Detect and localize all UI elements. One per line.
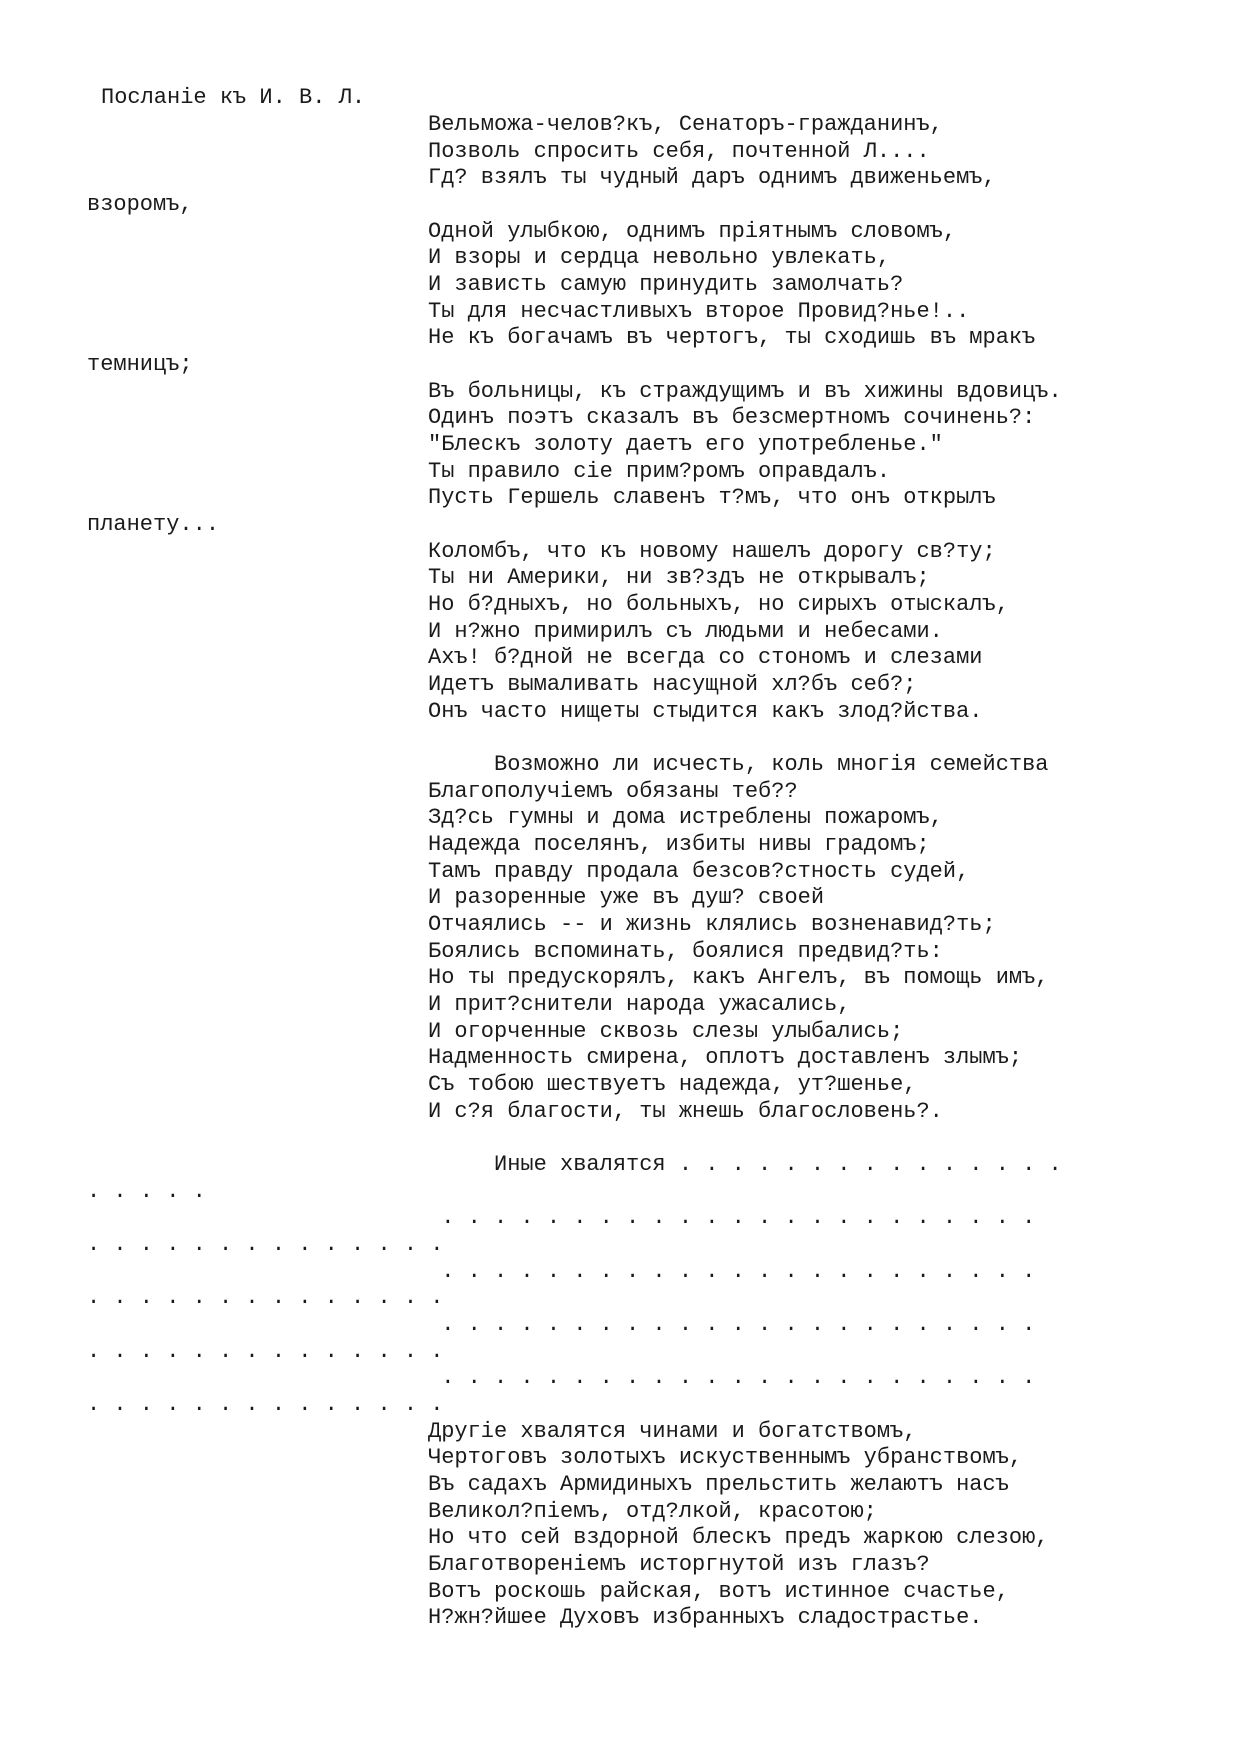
poem-line: Благополучіемъ обязаны теб??: [428, 779, 798, 804]
poem-line: Благотвореніемъ исторгнутой изъ глазъ?: [428, 1552, 930, 1577]
poem-line: И прит?снители народа ужасались,: [428, 992, 851, 1017]
poem-line: Ты для несчастливыхъ второе Провид?нье!..: [428, 299, 970, 324]
poem-line: Зд?сь гумны и дома истреблены пожаромъ,: [428, 805, 943, 830]
poem-line: Съ тобою шествуетъ надежда, ут?шенье,: [428, 1072, 917, 1097]
poem-line: Позволь спросить себя, почтенной Л....: [428, 139, 930, 164]
poem-line: Но ты предускорялъ, какъ Ангелъ, въ помощь имъ,: [428, 965, 1049, 990]
ellipsis-row: . . . . . . . . . . . . . .: [87, 1232, 444, 1257]
poem-line: Вотъ роскошь райская, вотъ истинное счастье,: [428, 1579, 1009, 1604]
poem-line: Н?жн?йшее Духовъ избранныхъ сладострастье.: [428, 1605, 983, 1630]
poem-title: Посланіе къ И. В. Л.: [101, 85, 366, 110]
poem-line: Гд? взялъ ты чудный даръ однимъ движеньемъ,: [428, 165, 996, 190]
poem-line: Не къ богачамъ въ чертогъ, ты сходишь въ мракъ: [428, 325, 1036, 350]
poem-line: Коломбъ, что къ новому нашелъ дорогу св?ту;: [428, 539, 996, 564]
poem-line: Онъ часто нищеты стыдится какъ злод?йства.: [428, 699, 983, 724]
poem-line: Отчаялись -- и жизнь клялись возненавид?ть;: [428, 912, 996, 937]
poem-line: Идетъ вымаливать насущной хл?бъ себ?;: [428, 672, 917, 697]
poem-line: Вельможа-челов?къ, Сенаторъ-гражданинъ,: [428, 112, 943, 137]
poem-line: И с?я благости, ты жнешь благословень?.: [428, 1099, 943, 1124]
poem-line-wrap: планету...: [87, 512, 220, 537]
poem-line: Одинъ поэтъ сказалъ въ безсмертномъ сочинень?:: [428, 405, 1036, 430]
poem-line: Чертоговъ золотыхъ искуственнымъ убранствомъ,: [428, 1445, 1023, 1470]
ellipsis-row: . . . . .: [87, 1179, 206, 1204]
ellipsis-row: . . . . . . . . . . . . . . . . . . . . . . .: [428, 1259, 1036, 1284]
poem-line: Надежда поселянъ, избиты нивы градомъ;: [428, 832, 930, 857]
poem-line: Но б?дныхъ, но больныхъ, но сирыхъ отыскалъ,: [428, 592, 1009, 617]
poem-line: Пусть Гершель славенъ т?мъ, что онъ открылъ: [428, 485, 996, 510]
poem-line: Ты правило сіе прим?ромъ оправдалъ.: [428, 459, 891, 484]
poem-line: И взоры и сердца невольно увлекать,: [428, 245, 891, 270]
poem-line: И зависть самую принудить замолчать?: [428, 272, 904, 297]
poem-line: И н?жно примирилъ съ людьми и небесами.: [428, 619, 943, 644]
poem-line: Въ больницы, къ страждущимъ и въ хижины вдовицъ.: [428, 379, 1062, 404]
ellipsis-row: . . . . . . . . . . . . . .: [87, 1392, 444, 1417]
poem-line-wrap: взоромъ,: [87, 192, 193, 217]
poem-line: Но что сей вздорной блескъ предъ жаркою слезою,: [428, 1525, 1049, 1550]
ellipsis-row: . . . . . . . . . . . . . . . . . . . . . . .: [428, 1365, 1036, 1390]
poem-line: Ты ни Америки, ни зв?здъ не открывалъ;: [428, 565, 930, 590]
poem-line: И разоренные уже въ душ? своей: [428, 885, 825, 910]
poem-line: Надменность смирена, оплотъ доставленъ злымъ;: [428, 1045, 1023, 1070]
poem-line: И огорченные сквозь слезы улыбались;: [428, 1019, 904, 1044]
poem-stanza-start: Возможно ли исчесть, коль многія семейства: [428, 752, 1049, 777]
poem-line: Въ садахъ Армидиныхъ прельстить желаютъ насъ: [428, 1472, 1009, 1497]
poem-line: Тамъ правду продала безсов?стность судей,: [428, 859, 970, 884]
ellipsis-row: . . . . . . . . . . . . . .: [87, 1339, 444, 1364]
poem-line: Одной улыбкою, однимъ пріятнымъ словомъ,: [428, 219, 957, 244]
poem-line: Великол?піемъ, отд?лкой, красотою;: [428, 1499, 877, 1524]
poem-line-wrap: темницъ;: [87, 352, 193, 377]
ellipsis-row: . . . . . . . . . . . . . . . . . . . . . . .: [428, 1312, 1036, 1337]
poem-stanza-start: Иные хвалятся . . . . . . . . . . . . . . .: [428, 1152, 1062, 1177]
poem-line: Боялись вспоминать, боялися предвид?ть:: [428, 939, 943, 964]
poem-line: "Блескъ золоту даетъ его употребленье.": [428, 432, 943, 457]
poem-line: Ахъ! б?дной не всегда со стономъ и слезами: [428, 645, 983, 670]
ellipsis-row: . . . . . . . . . . . . . .: [87, 1285, 444, 1310]
ellipsis-row: . . . . . . . . . . . . . . . . . . . . . . .: [428, 1205, 1036, 1230]
poem-line: Другіе хвалятся чинами и богатствомъ,: [428, 1419, 917, 1444]
